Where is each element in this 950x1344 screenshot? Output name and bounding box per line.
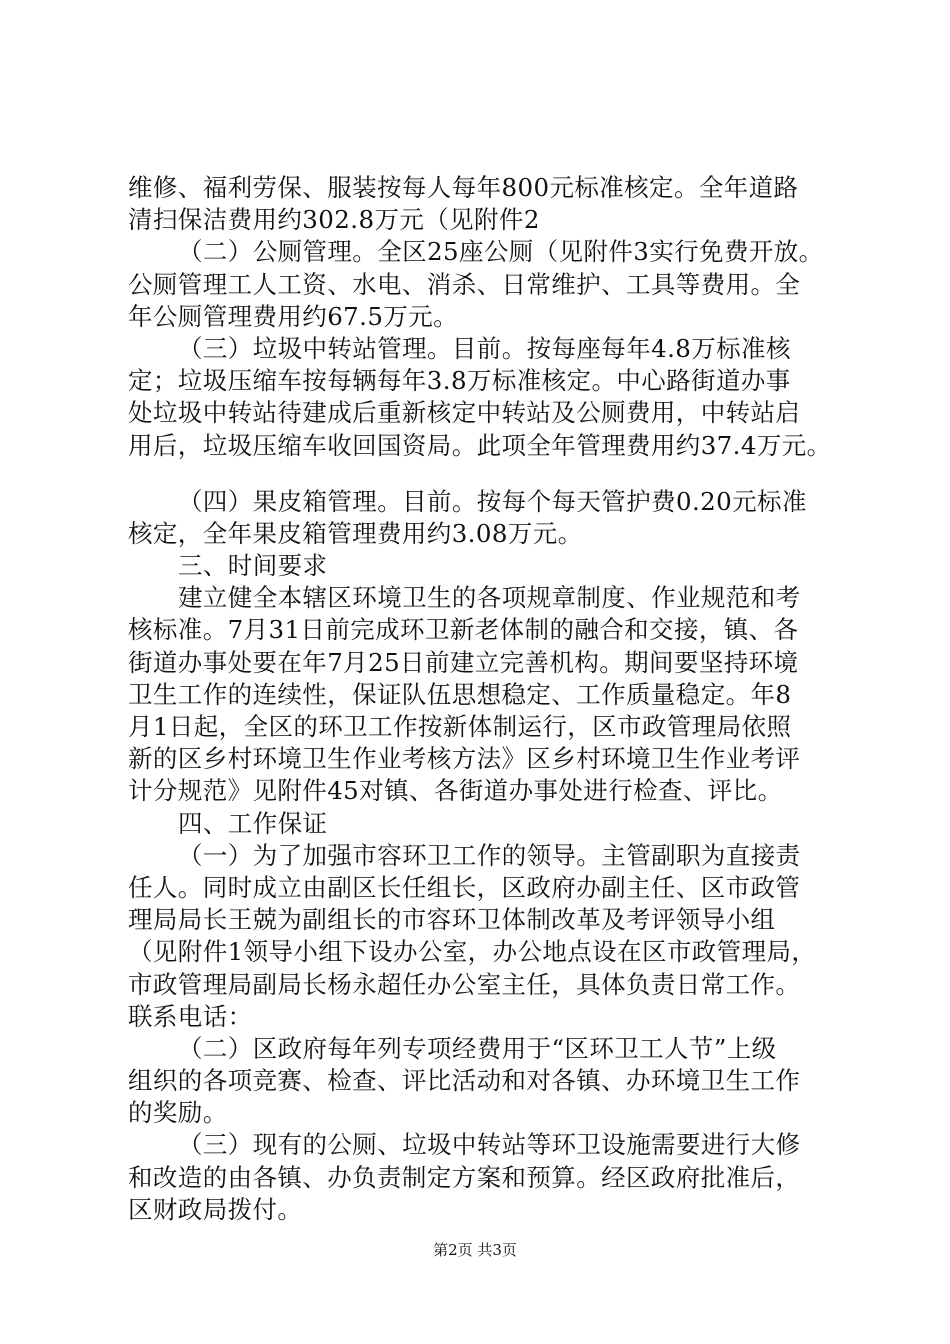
text-line: 街道办事处要在年7月25日前建立完善机构。期间要坚持环境 (128, 647, 799, 677)
text-line: 的奖励。 (128, 1098, 228, 1128)
section-heading: 三、时间要求 (178, 551, 328, 581)
text-line: （二）区政府每年列专项经费用于“区环卫工人节”上级 (178, 1033, 777, 1063)
text-line: 和改造的由各镇、办负责制定方案和预算。经区政府批准后， (128, 1162, 801, 1192)
text-line: 核定，全年果皮箱管理费用约3.08万元。 (128, 518, 583, 548)
text-line: 月1日起，全区的环卫工作按新体制运行，区市政管理局依照 (128, 712, 792, 741)
text-line: 组织的各项竞赛、检查、评比活动和对各镇、办环境卫生工作 (128, 1066, 801, 1096)
paragraph-gap (128, 462, 838, 486)
text-line: 新的区乡村环境卫生作业考核方法》区乡村环境卫生作业考评 (128, 744, 801, 774)
text-line: 定；垃圾压缩车按每辆每年3.8万标准核定。中心路街道办事 (128, 366, 791, 396)
text-line: （二）公厕管理。全区25座公厕（见附件3实行免费开放。 (178, 237, 824, 267)
text-line: 市政管理局副局长杨永超任办公室主任，具体负责日常工作。 (128, 969, 801, 999)
text-line: 理局局长王兢为副组长的市容环卫体制改革及考评领导小组 (128, 905, 776, 935)
text-line: 区财政局拨付。 (128, 1194, 303, 1224)
text-line: （见附件1领导小组下设办公室，办公地点设在区市政管理局， (128, 937, 817, 967)
text-line: 联系电话： (128, 1001, 253, 1031)
text-line: 清扫保洁费用约302.8万元（见附件2 (128, 205, 540, 235)
text-line: 核标准。7月31日前完成环卫新老体制的融合和交接，镇、各 (128, 615, 799, 645)
text-line: （四）果皮箱管理。目前。按每个每天管护费0.20元标准 (178, 486, 807, 516)
page-number-footer: 第2页 共3页 (433, 1241, 517, 1259)
text-line: （三）垃圾中转站管理。目前。按每座每年4.8万标准核 (178, 333, 791, 363)
text-line: （一）为了加强市容环卫工作的领导。主管副职为直接责 (178, 840, 801, 870)
text-line: 计分规范》见附件45对镇、各街道办事处进行检查、评比。 (128, 776, 783, 806)
document-body (128, 172, 838, 1226)
text-line: 公厕管理工人工资、水电、消杀、日常维护、工具等费用。全 (128, 269, 801, 299)
text-line: 建立健全本辖区环境卫生的各项规章制度、作业规范和考 (178, 583, 801, 613)
text-line: （三）现有的公厕、垃圾中转站等环卫设施需要进行大修 (178, 1130, 801, 1160)
text-line: 卫生工作的连续性，保证队伍思想稳定、工作质量稳定。年8 (128, 679, 792, 709)
text-line: 处垃圾中转站待建成后重新核定中转站及公厕费用，中转站启 (128, 398, 801, 428)
text-line: 用后，垃圾压缩车收回国资局。此项全年管理费用约37.4万元。 (128, 430, 832, 460)
text-line: 年公厕管理费用约67.5万元。 (128, 301, 459, 331)
text-line: 维修、福利劳保、服装按每人每年800元标准核定。全年道路 (128, 173, 799, 202)
text-line: 任人。同时成立由副区长任组长，区政府办副主任、区市政管 (128, 872, 801, 902)
section-heading: 四、工作保证 (178, 808, 328, 838)
